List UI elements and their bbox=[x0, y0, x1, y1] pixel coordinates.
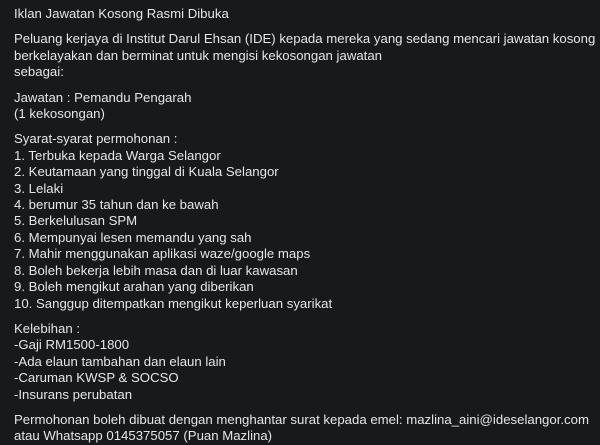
list-item: 3. Lelaki bbox=[14, 180, 64, 196]
intro-paragraph bbox=[14, 31, 596, 80]
intro-line: berkelayakan dan berminat untuk mengisi kekosongan jawatan bbox=[14, 47, 383, 63]
position-title: Jawatan : Pemandu Pengarah bbox=[14, 89, 192, 105]
list-item: -Ada elaun tambahan dan elaun lain bbox=[14, 353, 226, 369]
list-item: 4. berumur 35 tahun dan ke bawah bbox=[14, 197, 219, 213]
application-whatsapp-line: atau Whatsapp 0145375057 (Puan Mazlina) bbox=[14, 428, 273, 444]
post-title: Iklan Jawatan Kosong Rasmi Dibuka bbox=[14, 6, 229, 21]
post-title-block bbox=[14, 6, 586, 22]
list-item: 10. Sanggup ditempatkan mengikut keperluan syarikat bbox=[14, 295, 333, 311]
benefits-list bbox=[14, 321, 586, 403]
requirements-heading: Syarat-syarat permohonan : bbox=[14, 131, 178, 147]
list-item: 6. Mempunyai lesen memandu yang sah bbox=[14, 229, 252, 245]
application-email-line: Permohonan boleh dibuat dengan menghantar surat kepada emel: mazlina_aini@ideselangor.com bbox=[14, 411, 589, 427]
list-item: -Caruman KWSP & SOCSO bbox=[14, 370, 179, 386]
intro-line: sebagai: bbox=[14, 64, 64, 80]
list-item: 1. Terbuka kepada Warga Selangor bbox=[14, 147, 221, 163]
list-item: 5. Berkelulusan SPM bbox=[14, 213, 138, 229]
requirements-list bbox=[14, 131, 586, 311]
benefits-heading: Kelebihan : bbox=[14, 320, 80, 336]
list-item: -Insurans perubatan bbox=[14, 386, 133, 402]
list-item: 7. Mahir menggunakan aplikasi waze/google maps bbox=[14, 246, 311, 262]
list-item: 9. Boleh mengikut arahan yang diberikan bbox=[14, 279, 254, 295]
vacancy-count: (1 kekosongan) bbox=[14, 106, 105, 122]
list-item: 8. Boleh bekerja lebih masa dan di luar kawasan bbox=[14, 262, 298, 278]
list-item: -Gaji RM1500-1800 bbox=[14, 337, 130, 353]
application-paragraph bbox=[14, 411, 589, 445]
position-paragraph bbox=[14, 90, 586, 123]
list-item: 2. Keutamaan yang tinggal di Kuala Selangor bbox=[14, 164, 279, 180]
intro-line: Peluang kerjaya di Institut Darul Ehsan (IDE) kepada mereka yang sedang mencari jawatan kosong bbox=[14, 31, 596, 47]
